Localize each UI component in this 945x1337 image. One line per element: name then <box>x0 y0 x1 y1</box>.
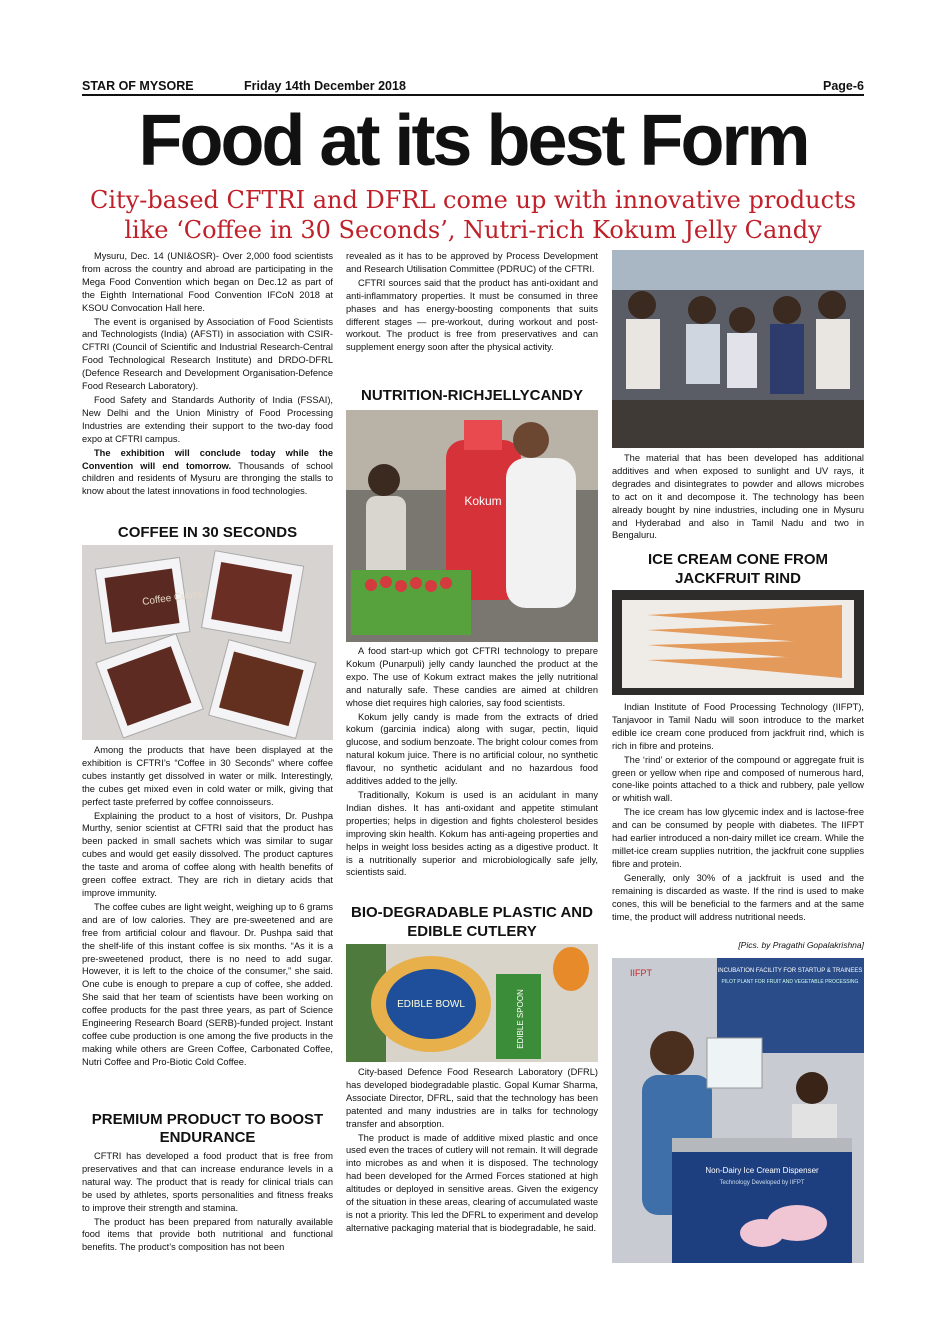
cones-photo <box>612 590 864 695</box>
dispenser-label: Non-Dairy Ice Cream Dispenser <box>705 1166 819 1175</box>
publication-name: STAR OF MYSORE <box>82 79 194 93</box>
col1-p4 <box>82 447 333 499</box>
col1-p8: CFTRI has developed a food product that is free from preservatives and that can increase endurance levels in a natural way. The product that is ready for clinical trials can be used by athletes, sports personalities and fitness freaks to improve their strength and stamina. <box>82 1151 333 1213</box>
orange-spoon <box>553 947 589 991</box>
subhead-cutlery: BIO-DEGRADABLE PLASTIC AND EDIBLE CUTLERY <box>351 904 593 940</box>
edible-spoon <box>496 974 541 1059</box>
col1-p4-bold: The exhibition will conclude today while the Convention will end tomorrow. <box>82 447 333 471</box>
subhead-premium: PREMIUM PRODUCT TO BOOST ENDURANCE <box>91 1111 324 1146</box>
col2-p1: revealed as it has to be approved by Process Development and Research Utilisation Committee (PDRUC) of the CFTRI. <box>346 251 598 274</box>
col2-block-b <box>346 645 598 895</box>
subhead-coffee: COFFEE IN 30 SECONDS <box>117 524 298 541</box>
dispenser-sublabel: Technology Developed by IIFPT <box>719 1180 805 1186</box>
col1-p3: Food Safety and Standards Authority of India (FSSAI), New Delhi and the Union Ministry of Food Processing Industries are extending their support to the two-day food expo at CFTRI campus. <box>82 394 333 444</box>
col1-p4-rest: Thousands of school children and residents of Mysuru are thronging the stalls to know about the latest innovations in food technologies. <box>82 460 333 497</box>
coffee-photo <box>82 545 333 740</box>
coffee-label: Coffee Cubes <box>141 588 204 608</box>
iifpt-logo: IIFPT <box>630 968 652 978</box>
students-photo <box>612 250 864 448</box>
col1-p6: Explaining the product to a host of visitors, Dr. Pushpa Murthy, senior scientist at CFTRI said that the product has been packed in small sachets which was similar to sugar cubes and would get easily dissolved. The product captures the taste and aroma of coffee along with health benefits of green coffee extract. They are rich in dietary acids that improve immunity. <box>82 810 333 898</box>
col1-p2: The event is organised by Association of Food Scientists and Technologists (India) (AFSTI) in association with CSIR-CFTRI (Council of Scientific and Industrial Research-Central Food Technological Research Institute) and DRDO-DFRL (Defence Research and Development Organisation-Defence Food Research Laboratory). <box>82 316 333 392</box>
col2-p6: City-based Defence Food Research Laboratory (DFRL) has developed biodegradable plastic. Gopal Kumar Sharma, Associate Director, DFRL, said that the technology has been patented and many industries are in talks for technology transfer and absorption. <box>346 1067 598 1129</box>
col2-p5: Traditionally, Kokum is used is an acidulant in many Indian dishes. It has anti-oxidant and appetite stimulant properties; helps in digestion and fights cholesterol besides improving skin health. Kokum has anti-ageing properties and helps in weight loss besides acting as a digestive product. It is a nutritionally superior and microbiologically safe jelly, scientists said. <box>346 789 598 878</box>
subhead-icecream-cone: ICE CREAM CONE FROM JACKFRUIT RIND <box>648 551 828 587</box>
col2-p4: Kokum jelly candy is made from the extracts of dried kokum (garcinia indica) along with sugar, pectin, liquid glucose, and sodium benzoate. The bright colour comes from natural kokum juice. There is no artificial colour, no synthetic flavour, no synthetic acidulant and no hazardous food additives added to the jelly. <box>346 711 599 787</box>
col2-p2: CFTRI sources said that the product has anti-oxidant and anti-inflammatory properties. It must be consumed in three phases and has energy-boosting components that suits different stages — pre-workout, during workout and post-workout. The product is free from preservatives and can supplement energy soon after the physical activity. <box>346 277 598 353</box>
cutlery-photo <box>346 944 598 1062</box>
banner-title: INCUBATION FACILITY FOR STARTUP & TRAINEES <box>717 968 863 974</box>
banner-subtitle: PILOT PLANT FOR FRUIT AND VEGETABLE PROCESSING <box>721 979 859 985</box>
col3-p1: The material that has been developed has additional additives and when exposed to sunlight and UV rays, it degrades and disintegrates to powder and allows microbes to act on it and decompose it. The technology has been already bought by nine industries, including one in Mysuru and Hyderabad and also in Tamil Nadu and two in Bengaluru. <box>612 453 864 541</box>
col1-p7: The coffee cubes are light weight, weighing up to 6 grams and are of low calories. They are pre-sweetened and are free from artificial colour and flavour. Dr. Pushpa said that the shelf-life of this instant coffee is six months. “As it is a pre-sweetened product, there is no need to add sugar. However, it is left to the choice of the consumer,” she said. One cube is enough to prepare a cup of coffee, she added. She said that her team of scientists have been working on coffee products for the past three years, as part of Science Engineering Research Board (SERB)-funded project. Instant coffee cube production is one among the five products in the making while others are Green Coffee, Carbonated Coffee, Nutri Coffee and Pro-Biotic Cold Coffee. <box>82 901 333 1067</box>
col2-block-c <box>346 1066 598 1266</box>
col1-block-b <box>82 744 333 1104</box>
col3-p4: The ice cream has low glycemic index and is lactose-free and can be consumed by people with diabetes. The IIFPT had earlier introduced a non-dairy millet ice cream. While the millet-ice cream supplies nutrition, the jackfruit cone supplies fibre and protein. <box>612 807 864 869</box>
col1-p5: Among the products that have been displayed at the exhibition is CFTRI’s “Coffee in 30 Seconds” where coffee cubes instantly get dissolved in water or milk. Interestingly, the cubes get mixed even in cold water or milk, giving that perfect taste preferred by coffee connoisseurs. <box>82 745 333 807</box>
page-number: Page-6 <box>823 79 864 93</box>
dispenser-photo <box>612 958 864 1263</box>
sachet-2 <box>202 551 304 643</box>
masthead-rule <box>82 94 864 96</box>
display-table <box>612 400 864 448</box>
headline: Food at its best Form <box>138 101 808 181</box>
col3-p2: Indian Institute of Food Processing Technology (IIFPT), Tanjavoor in Tamil Nadu will soon introduce to the market edible ice cream cone produced from jackfruit rind, which is rich in fibre and proteins. <box>612 702 864 751</box>
spoon-label: EDIBLE SPOON <box>516 989 525 1049</box>
deck: City-based CFTRI and DFRL come up with innovative products like ‘Coffee in 30 Seconds’, Nutri-rich Kokum Jelly Candy <box>89 186 857 244</box>
col3-p3: The ‘rind’ or exterior of the compound or aggregate fruit is green or yellow when ripe and composed of numerous hard, cone-like points attached to a thick and rubbery, pale yellow or whitish wall. <box>612 754 864 804</box>
edible-plate <box>371 956 491 1052</box>
col1-p9: The product has been prepared from naturally available food items that provide both nutritional and functional benefits. The product’s composition has not been <box>82 1216 333 1253</box>
col3-block-a <box>612 452 864 547</box>
col3-p5: Generally, only 30% of a jackfruit is used and the remaining is discarded as waste. If the rind is used to make cones, this will be beneficial to the farmers and at the same time, the product will address nutritional needs. <box>612 872 864 922</box>
col1-block-c <box>82 1150 333 1265</box>
plate-label: EDIBLE BOWL <box>397 999 465 1010</box>
col2-block-a <box>346 250 598 380</box>
col3-block-b <box>612 701 864 936</box>
bottle-label: Kokum <box>464 494 502 508</box>
issue-date: Friday 14th December 2018 <box>244 79 406 93</box>
dispenser-top <box>672 1138 852 1152</box>
jelly-candy-photo <box>346 410 598 642</box>
col2-p3: A food start-up which got CFTRI technology to prepare Kokum (Punarpuli) jelly candy launched the product at the expo. The use of Kokum extract makes the jelly nutritional and naturally safe. These candies are aimed at children whose diet requires high calories, say food scientists. <box>346 646 598 708</box>
col1-block-a <box>82 250 333 520</box>
subhead-jelly: NUTRITION-RICHJELLYCANDY <box>361 387 583 404</box>
photo-credit: [Pics. by Pragathi Gopalakrishna] <box>738 940 864 950</box>
col2-p7: The product is made of additive mixed plastic and once used even the traces of cutlery will not remain. It will degrade into microbes as and when it is disposed. The technology had been developed for the Armed Forces stationed at high altitudes or deployed in sensitive areas. Given the exigency of the situation in these areas, clearing of accumulated waste is not a priority. This led the DFRL to experiment and develop alternative packaging material that is biodegradable, he said. <box>346 1132 598 1233</box>
plastic-box <box>707 1038 762 1088</box>
col1-p1: Mysuru, Dec. 14 (UNI&OSR)- Over 2,000 food scientists from across the country and abroad are participating in the Mega Food Convention which began on Dec.12 as part of the Eighth International Food Convention IFCoN 2018 at KSOU Convocation Hall here. <box>82 251 333 313</box>
